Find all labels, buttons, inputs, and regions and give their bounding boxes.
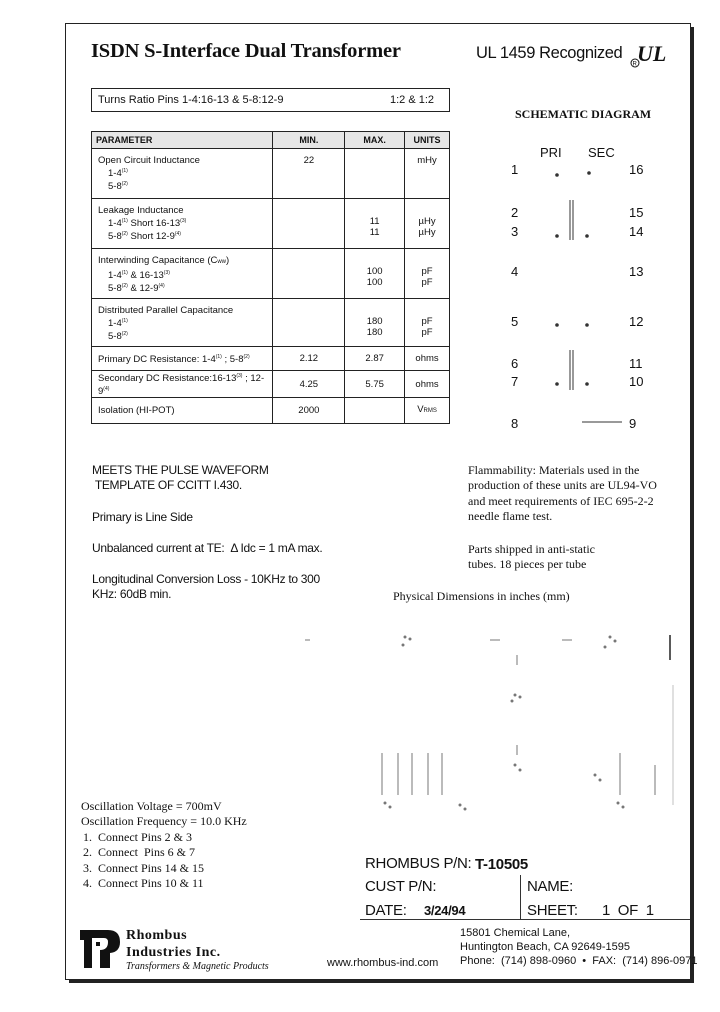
- max-value: 11: [369, 216, 380, 227]
- param-name: Secondary DC Resistance:16-13: [98, 373, 237, 385]
- polarity-dot: [586, 383, 589, 386]
- parts-note-line2: tubes. 18 pieces per tube: [468, 557, 587, 571]
- ul-logo-icon: [629, 41, 677, 69]
- pulse-note-line1: MEETS THE PULSE WAVEFORM: [92, 463, 269, 477]
- param-sub: 5-8: [108, 283, 122, 295]
- connect-step: 3. Connect Pins 14 & 15: [83, 861, 205, 875]
- header-units: UNITS: [405, 132, 450, 149]
- param-name: Isolation (HI-POT): [98, 405, 175, 417]
- title-block-rule: [360, 919, 690, 920]
- note-ref: (4): [103, 386, 110, 393]
- min-value: 2000: [298, 405, 320, 417]
- company-name-line1: Rhombus: [126, 928, 188, 943]
- ul-recognized-text: UL 1459 Recognized: [476, 44, 623, 62]
- company-tagline: Transformers & Magnetic Products: [126, 961, 269, 972]
- parts-note-line1: Parts shipped in anti-static: [468, 542, 595, 556]
- table-row: [92, 299, 450, 347]
- param-sub: 5-8: [108, 331, 122, 343]
- units-value: pF: [421, 266, 433, 277]
- svg-text:R: R: [632, 61, 637, 68]
- note-ref: (1): [215, 353, 222, 360]
- pin-label: 15: [629, 205, 644, 220]
- param-name: ; 5-8: [221, 354, 244, 366]
- param-name: Leakage Inductance: [98, 205, 184, 216]
- max-cell: [345, 371, 405, 398]
- table-row: [92, 371, 450, 398]
- param-cell: [92, 347, 273, 371]
- longitudinal-note-line2: KHz: 60dB min.: [92, 587, 172, 601]
- min-cell: [273, 347, 345, 371]
- date-value: 3/24/94: [424, 903, 466, 918]
- units-cell: [405, 249, 450, 299]
- param-sub: 1-4: [108, 168, 122, 180]
- pin-label: 2: [511, 205, 519, 220]
- pin-label: 9: [629, 416, 637, 431]
- units-value: pF: [421, 277, 433, 288]
- param-name: Distributed Parallel Capacitance: [98, 305, 234, 316]
- page-title: ISDN S-Interface Dual Transformer: [91, 40, 401, 62]
- pin-label: 4: [511, 264, 519, 279]
- units-subscript: RMS: [423, 408, 437, 415]
- param-cell: [92, 249, 273, 299]
- param-sub: Short 16-13: [127, 218, 181, 230]
- polarity-dot: [556, 235, 559, 238]
- parameter-table: [91, 131, 450, 424]
- units-cell: [405, 199, 450, 249]
- note-ref: (3): [163, 270, 170, 276]
- max-value: 5.75: [365, 378, 384, 390]
- units-cell: [405, 347, 450, 371]
- table-row: [92, 249, 450, 299]
- param-cell: [92, 371, 273, 398]
- polarity-dot: [556, 174, 559, 177]
- longitudinal-note-line1: Longitudinal Conversion Loss - 10KHz to 300: [92, 572, 320, 586]
- max-value: 180: [366, 316, 383, 327]
- flammability-line2: production of these units are UL94-VO: [468, 478, 657, 492]
- polarity-dot: [556, 324, 559, 327]
- polarity-dot: [556, 383, 559, 386]
- flammability-line1: Flammability: Materials used in the: [468, 463, 640, 477]
- units-value: ohms: [415, 378, 439, 390]
- units-cell: [405, 398, 450, 424]
- pin-label: 5: [511, 314, 519, 329]
- table-row: [92, 199, 450, 249]
- units-cell: [405, 149, 450, 199]
- units-value: mHy: [417, 155, 437, 166]
- units-value: µHy: [418, 216, 436, 227]
- max-cell: [345, 299, 405, 347]
- frame-shadow-bottom: [69, 979, 694, 983]
- pulse-note-line2: TEMPLATE OF CCITT I.430.: [92, 478, 242, 492]
- phone-fax: Phone: (714) 898-0960 • FAX: (714) 896-0971: [460, 955, 698, 967]
- param-cell: [92, 398, 273, 424]
- address-line1: 15801 Chemical Lane,: [460, 927, 571, 939]
- param-name: Primary DC Resistance: 1-4: [98, 354, 216, 366]
- polarity-dot: [586, 324, 589, 327]
- note-ref: (2): [121, 283, 128, 290]
- sheet-label: SHEET:: [527, 902, 578, 919]
- title-block-divider: [520, 875, 521, 920]
- pin-label: 1: [511, 162, 519, 177]
- note-ref: (2): [121, 331, 128, 338]
- pin-label: 11: [629, 356, 643, 371]
- header-max: MAX.: [345, 132, 405, 149]
- units-value: ohms: [415, 353, 439, 364]
- company-name: [126, 927, 221, 961]
- physical-dimensions-title: Physical Dimensions in inches (mm): [393, 589, 570, 603]
- ul-logo-text: UL: [637, 41, 667, 66]
- param-sub: 5-8: [108, 181, 122, 193]
- pin-label: 7: [511, 374, 519, 389]
- note-ref: (4): [174, 231, 181, 238]
- turns-ratio-value: 1:2 & 1:2: [390, 94, 435, 106]
- note-ref: (1): [121, 168, 128, 174]
- connect-step: 1. Connect Pins 2 & 3: [83, 830, 193, 844]
- company-name-line2: Industries Inc.: [126, 945, 221, 960]
- sheet-value: 1 OF 1: [602, 902, 654, 919]
- pin-label: 13: [629, 264, 644, 279]
- oscillation-frequency: Oscillation Frequency = 10.0 KHz: [81, 814, 247, 828]
- note-ref: (3): [180, 218, 187, 224]
- units-value: µHy: [418, 227, 436, 238]
- note-ref: (4): [158, 283, 165, 290]
- name-label: NAME:: [527, 878, 574, 895]
- min-cell: [273, 199, 345, 249]
- units-value: pF: [421, 316, 433, 327]
- min-cell: [273, 371, 345, 398]
- param-name-end: ): [226, 255, 230, 266]
- min-value: 4.25: [299, 378, 319, 390]
- units-value: V: [417, 404, 424, 416]
- param-sub: 1-4: [108, 270, 122, 282]
- sec-label: SEC: [588, 145, 615, 160]
- param-cell: [92, 199, 273, 249]
- param-cell: [92, 149, 273, 199]
- pin-label: 10: [629, 374, 644, 389]
- pin-label: 3: [511, 224, 519, 239]
- frame-shadow-right: [690, 27, 694, 983]
- param-sub: & 16-13: [127, 270, 164, 282]
- param-sub: 1-4: [108, 318, 122, 330]
- max-cell: [345, 347, 405, 371]
- max-cell: [345, 199, 405, 249]
- turns-ratio-label: Turns Ratio Pins 1-4:16-13 & 5-8:12-9: [98, 94, 284, 106]
- table-header-row: [92, 132, 450, 149]
- min-cell: [273, 398, 345, 424]
- pin-label: 6: [511, 356, 519, 371]
- pri-label: PRI: [540, 145, 562, 160]
- unbalanced-note: Unbalanced current at TE: Δ Idc = 1 mA max.: [92, 541, 323, 555]
- address-line2: Huntington Beach, CA 92649-1595: [460, 941, 631, 953]
- min-value: 22: [303, 155, 315, 166]
- note-ref: (2): [121, 181, 128, 188]
- max-value: 100: [366, 266, 383, 277]
- header-parameter: PARAMETER: [92, 132, 273, 149]
- schematic-diagram: [540, 160, 630, 435]
- note-ref: (1): [121, 270, 128, 276]
- units-value: pF: [421, 327, 433, 338]
- turns-ratio-box: [91, 88, 450, 112]
- table-row: [92, 398, 450, 424]
- param-sub: 5-8: [108, 231, 122, 243]
- param-name: Interwinding Capacitance (C: [98, 255, 218, 266]
- param-name: ; 12-9: [98, 373, 265, 398]
- pin-label: 16: [629, 162, 644, 177]
- date-label: DATE:: [365, 902, 407, 919]
- max-value: 180: [366, 327, 383, 338]
- max-cell: [345, 249, 405, 299]
- polarity-dot: [588, 172, 591, 175]
- pin-label: 8: [511, 416, 519, 431]
- connect-step: 4. Connect Pins 10 & 11: [83, 876, 204, 890]
- min-cell: [273, 249, 345, 299]
- connect-step: 2. Connect Pins 6 & 7: [83, 845, 196, 859]
- max-value: 2.87: [365, 353, 384, 364]
- flammability-line4: needle flame test.: [468, 509, 553, 523]
- flammability-line3: and meet requirements of IEC 695-2-2: [468, 494, 654, 508]
- cust-pn-label: CUST P/N:: [365, 878, 437, 895]
- param-sub: Short 12-9: [127, 231, 175, 243]
- max-value: 11: [369, 227, 380, 238]
- physical-dimensions-drawing: [300, 625, 690, 830]
- param-cell: [92, 299, 273, 347]
- note-ref: (2): [243, 353, 250, 360]
- min-value: 2.12: [299, 353, 319, 364]
- pin-label: 14: [629, 224, 644, 239]
- oscillation-voltage: Oscillation Voltage = 700mV: [81, 799, 222, 813]
- primary-note: Primary is Line Side: [92, 510, 193, 524]
- website-link[interactable]: www.rhombus-ind.com: [327, 957, 439, 969]
- min-cell: [273, 299, 345, 347]
- units-cell: [405, 371, 450, 398]
- header-min: MIN.: [273, 132, 345, 149]
- param-sub: 1-4: [108, 218, 122, 230]
- note-ref: (1): [121, 318, 128, 324]
- max-cell: [345, 398, 405, 424]
- param-name: Open Circuit Inductance: [98, 155, 200, 166]
- param-sub: & 12-9: [127, 283, 159, 295]
- rhombus-logo-icon: [78, 928, 122, 970]
- min-cell: [273, 149, 345, 199]
- max-cell: [345, 149, 405, 199]
- note-ref: (1): [121, 218, 128, 224]
- part-number-label: RHOMBUS P/N:: [365, 855, 472, 872]
- table-row: [92, 347, 450, 371]
- param-subscript: ww: [217, 259, 227, 265]
- polarity-dot: [586, 235, 589, 238]
- note-ref: (3): [236, 373, 243, 379]
- part-number-value: T-10505: [475, 856, 528, 873]
- units-cell: [405, 299, 450, 347]
- note-ref: (2): [121, 231, 128, 238]
- table-row: [92, 149, 450, 199]
- max-value: 100: [366, 277, 383, 288]
- schematic-title: SCHEMATIC DIAGRAM: [515, 107, 652, 121]
- pin-label: 12: [629, 314, 644, 329]
